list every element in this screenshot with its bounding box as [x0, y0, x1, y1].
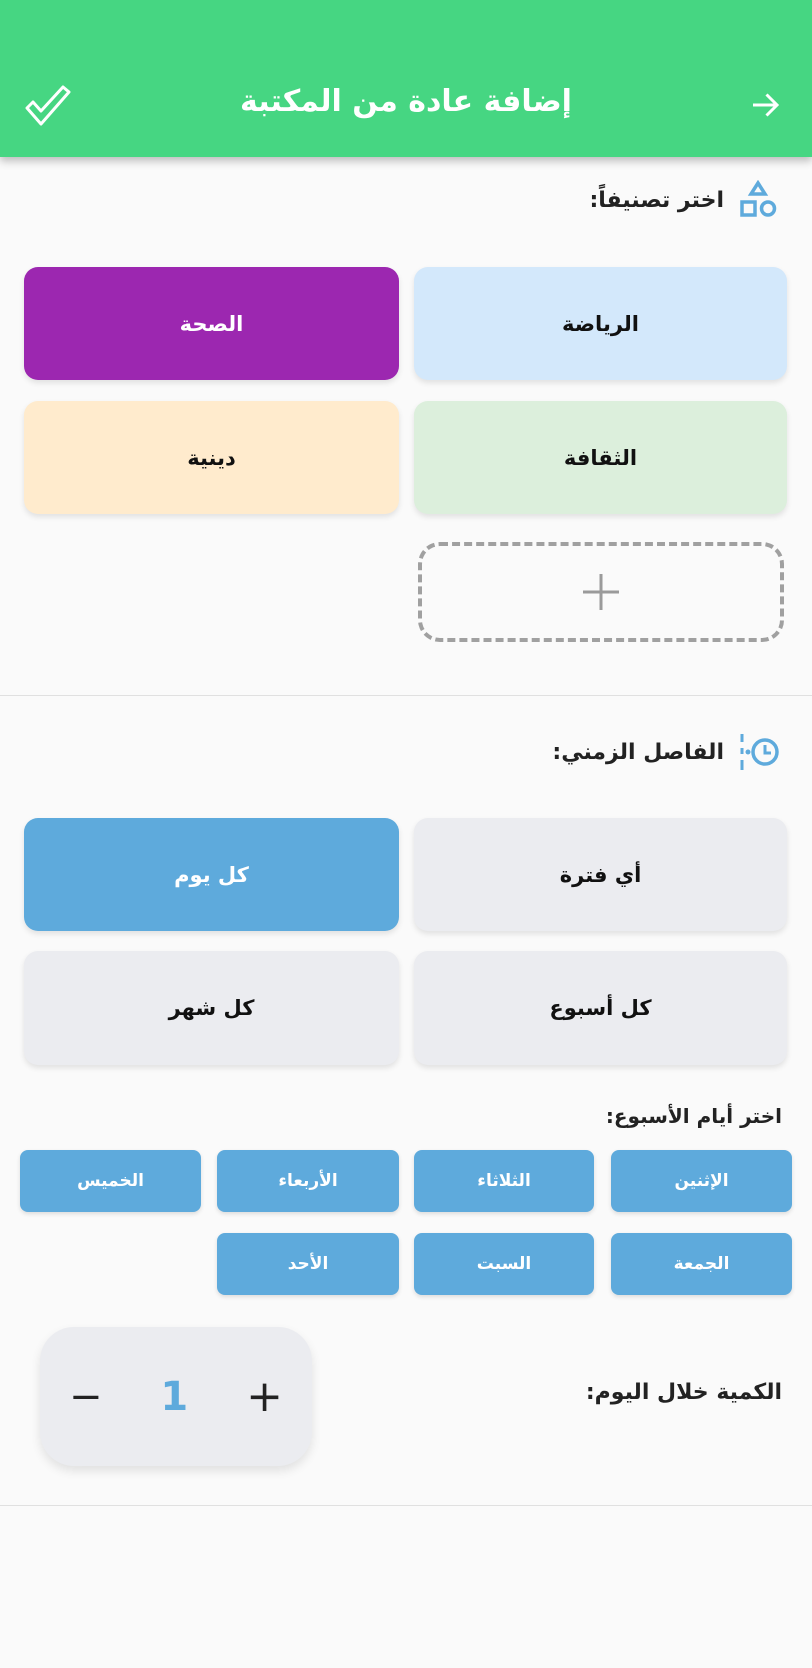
day-wednesday[interactable]: الأربعاء [217, 1150, 399, 1212]
category-religious[interactable] [24, 401, 399, 514]
interval-label [552, 732, 782, 772]
interval-option-label: أي فترة [559, 862, 642, 887]
page-title: إضافة عادة من المكتبة [240, 84, 572, 119]
shapes-icon [738, 180, 778, 220]
category-label: الثقافة [563, 445, 638, 470]
divider [0, 1505, 812, 1506]
day-tuesday[interactable]: الثلاثاء [414, 1150, 594, 1212]
quantity-stepper [40, 1327, 312, 1466]
day-sunday[interactable]: الأحد [217, 1233, 399, 1295]
interval-option-label: كل أسبوع [549, 996, 652, 1020]
clock-icon [738, 732, 782, 772]
add-category-button[interactable] [418, 542, 784, 642]
category-label: دينية [187, 445, 236, 470]
app-bar [0, 0, 812, 157]
divider [0, 695, 812, 696]
interval-any[interactable] [414, 818, 787, 931]
double-check-icon [24, 84, 72, 128]
category-sports[interactable] [414, 267, 787, 380]
category-culture[interactable] [414, 401, 787, 514]
quantity-label: الكمية خلال اليوم: [585, 1380, 782, 1405]
interval-option-label: كل شهر [168, 996, 255, 1020]
day-friday[interactable]: الجمعة [611, 1233, 792, 1295]
confirm-button[interactable] [20, 78, 76, 134]
category-label-text: اختر تصنيفاً: [589, 187, 724, 213]
category-label: الصحة [179, 311, 244, 336]
day-monday[interactable]: الإثنين [611, 1150, 792, 1212]
day-saturday[interactable]: السبت [414, 1233, 594, 1295]
interval-weekly[interactable] [414, 951, 787, 1065]
plus-icon [581, 572, 621, 612]
category-label [589, 180, 778, 220]
interval-option-label: كل يوم [174, 862, 249, 887]
days-label: اختر أيام الأسبوع: [605, 1104, 782, 1128]
quantity-value: 1 [160, 1373, 189, 1420]
interval-monthly[interactable] [24, 951, 399, 1065]
category-health[interactable] [24, 267, 399, 380]
day-thursday[interactable]: الخميس [20, 1150, 201, 1212]
category-label: الرياضة [562, 311, 639, 336]
interval-label-text: الفاصل الزمني: [552, 739, 724, 765]
increment-button[interactable]: + [246, 1371, 284, 1422]
interval-daily[interactable] [24, 818, 399, 931]
decrement-button[interactable]: − [68, 1373, 103, 1420]
